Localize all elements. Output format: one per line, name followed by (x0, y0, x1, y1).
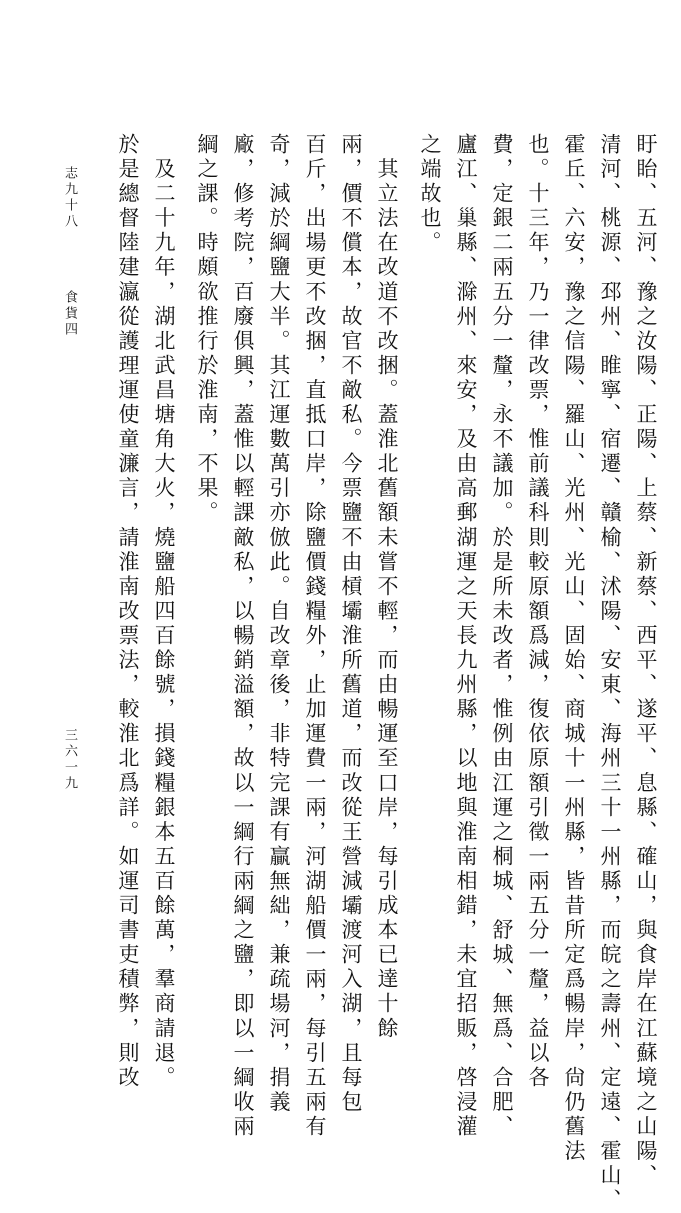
section-label: 志九十八 (62, 166, 77, 230)
text-column-1: 盱眙、五河、豫之汝陽、正陽、上蔡、新蔡、西平、遂平、息縣、確山，與食岸在江蘇境之山陽、 (634, 133, 658, 1189)
text-column-4: 也。十三年，乃一律改票，惟前議科則較原額爲減，復依原額引徵一兩五分一釐，益以各 (526, 133, 550, 1091)
text-column-15: 於是總督陸建瀛從護理運使童濂言，請淮南改票法，較淮北爲詳。如運司書吏積弊，則改 (116, 133, 140, 1091)
text-column-8: 其立法在改道不改捆。蓋淮北舊額未嘗不輕，而由暢運至口岸，每引成本已達十餘 (375, 133, 399, 1042)
text-column-12: 廠，修考院，百廢俱興，蓋惟以輕課敵私，以暢銷溢額，故以一綱行兩綱之鹽，即以一綱收兩 (231, 133, 255, 1140)
text-column-6: 廬江、巢縣、滁州、來安，及由高郵湖運之天長九州縣，以地與淮南相錯，未宜招販，啓浸灌 (454, 133, 478, 1140)
text-column-3: 霍丘、六安，豫之信陽、羅山、光州、光山、固始、商城十一州縣，皆昔所定爲暢岸，尙仍舊法 (562, 133, 586, 1165)
text-column-14: 及二十九年，湖北武昌塘角大火，燒鹽船四百餘號，損錢糧銀本五百餘萬，羣商請退。 (152, 133, 176, 1091)
text-column-7: 之端故也。 (418, 133, 442, 256)
text-column-5: 費，定銀二兩五分一釐，永不議加。於是所未改者，惟例由江運之桐城、舒城、無爲、合肥、 (490, 133, 514, 1140)
text-column-9: 兩，價不償本，故官不敵私。今票鹽不由槓壩淮所舊道，而改從王營減壩渡河入湖，且每包 (339, 133, 363, 1115)
page-number: 三六一九 (62, 728, 77, 792)
text-column-13: 綱之課。時頗欲推行於淮南，不果。 (195, 133, 219, 526)
chapter-title: 食貨四 (62, 290, 77, 338)
text-column-11: 奇，減於綱鹽大半。其江運數萬引亦倣此。自改章後，非特完課有贏無絀，兼疏場河，捐義 (267, 133, 291, 1115)
text-column-10: 百斤，出場更不改捆，直抵口岸，除鹽價錢糧外，止加運費一兩，河湖船價一兩，每引五兩有 (303, 133, 327, 1140)
text-column-2: 清河、桃源、邳州、睢寧、宿遷、贛榆、沭陽、安東、海州三十一州縣，而皖之壽州、定遠、霍山、 (598, 133, 622, 1213)
